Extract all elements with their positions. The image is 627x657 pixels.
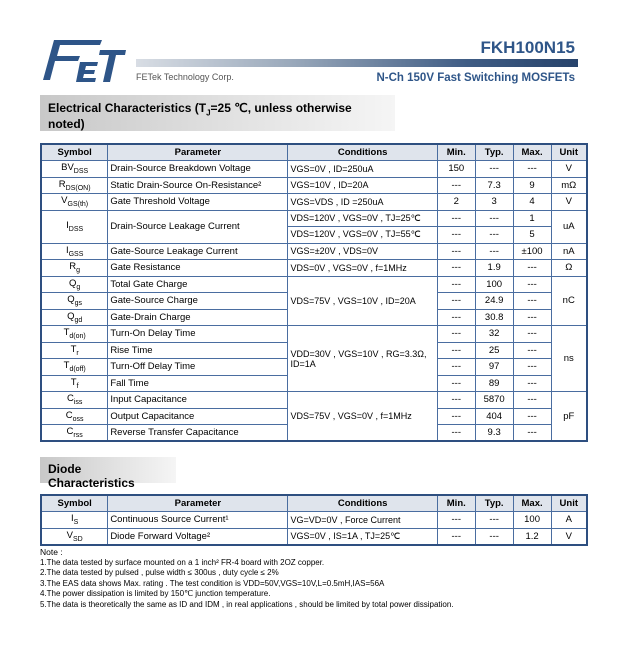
part-number: FKH100N15 <box>480 38 575 57</box>
max-cell: 1.2 <box>513 528 551 545</box>
min-cell: --- <box>437 392 475 409</box>
parameter-cell: Diode Forward Voltage² <box>108 528 288 545</box>
parameter-cell: Continuous Source Current¹ <box>108 512 288 529</box>
symbol-cell: $Q_{gs}$ <box>41 293 108 310</box>
min-cell: --- <box>437 276 475 293</box>
table-header-row <box>41 144 587 161</box>
unit-cell: nA <box>551 243 587 260</box>
min-cell: --- <box>437 528 475 545</box>
symbol-cell: $I_S$ <box>41 512 108 529</box>
unit-cell: V <box>551 194 587 211</box>
conditions-cell: VGS=±20V , VDS=0V <box>288 243 437 260</box>
unit-cell: mΩ <box>551 177 587 194</box>
diode-section-title: Diode Characteristics <box>40 457 176 483</box>
typ-cell: 32 <box>475 326 513 343</box>
typ-cell: --- <box>475 512 513 529</box>
electrical-section-title: Electrical Characteristics ($T_J=25$ ℃, unless otherwise noted) <box>40 95 395 131</box>
note-item: 1.The data tested by surface mounted on a 1 inch² FR-4 board with 2OZ copper. <box>40 557 325 567</box>
table-row <box>41 260 587 277</box>
min-cell: --- <box>437 512 475 529</box>
min-cell: --- <box>437 177 475 194</box>
typ-cell: --- <box>475 210 513 227</box>
conditions-cell: VDS=120V , VGS=0V , TJ=55℃ <box>288 227 437 244</box>
table-row <box>41 276 587 293</box>
min-cell: --- <box>437 210 475 227</box>
typ-cell: 30.8 <box>475 309 513 326</box>
fetek-logo <box>40 36 130 88</box>
max-cell: 5 <box>513 227 551 244</box>
max-cell: --- <box>513 342 551 359</box>
col-max: Max. <box>513 144 551 161</box>
symbol-cell: $Q_g$ <box>41 276 108 293</box>
min-cell: 150 <box>437 161 475 178</box>
typ-cell: 89 <box>475 375 513 392</box>
max-cell: --- <box>513 326 551 343</box>
max-cell: 4 <box>513 194 551 211</box>
product-subtitle: N-Ch 150V Fast Switching MOSFETs <box>376 72 575 84</box>
typ-cell: --- <box>475 161 513 178</box>
conditions-cell: VGS=VDS , ID =250uA <box>288 194 437 211</box>
unit-cell: ns <box>551 326 587 392</box>
unit-cell: V <box>551 528 587 545</box>
conditions-cell: VDS=0V , VGS=0V , f=1MHz <box>288 260 437 277</box>
parameter-cell: Drain-Source Leakage Current <box>108 210 288 243</box>
max-cell: 100 <box>513 512 551 529</box>
table-row <box>41 194 587 211</box>
col-parameter: Parameter <box>108 495 288 512</box>
min-cell: --- <box>437 260 475 277</box>
col-min: Min. <box>437 495 475 512</box>
symbol-cell: $T_r$ <box>41 342 108 359</box>
conditions-cell: VDS=75V , VGS=10V , ID=20A <box>288 276 437 326</box>
symbol-cell: $V_{GS(th)}$ <box>41 194 108 211</box>
typ-cell: 404 <box>475 408 513 425</box>
symbol-cell: $BV_{DSS}$ <box>41 161 108 178</box>
parameter-cell: Gate Resistance <box>108 260 288 277</box>
col-typ: Typ. <box>475 144 513 161</box>
company-name: FETek Technology Corp. <box>136 72 234 82</box>
min-cell: --- <box>437 359 475 376</box>
parameter-cell: Drain-Source Breakdown Voltage <box>108 161 288 178</box>
parameter-cell: Gate-Drain Charge <box>108 309 288 326</box>
min-cell: 2 <box>437 194 475 211</box>
parameter-cell: Gate-Source Leakage Current <box>108 243 288 260</box>
col-unit: Unit <box>551 144 587 161</box>
col-symbol: Symbol <box>41 495 108 512</box>
symbol-cell: $Q_{gd}$ <box>41 309 108 326</box>
typ-cell: 3 <box>475 194 513 211</box>
typ-cell: --- <box>475 227 513 244</box>
table-row <box>41 210 587 227</box>
table-row <box>41 326 587 343</box>
max-cell: --- <box>513 276 551 293</box>
min-cell: --- <box>437 309 475 326</box>
min-cell: --- <box>437 408 475 425</box>
unit-cell: uA <box>551 210 587 243</box>
symbol-cell: $V_{SD}$ <box>41 528 108 545</box>
symbol-cell: $T_{d(off)}$ <box>41 359 108 376</box>
table-row <box>41 243 587 260</box>
typ-cell: --- <box>475 528 513 545</box>
parameter-cell: Output Capacitance <box>108 408 288 425</box>
notes-title: Note : <box>40 547 63 557</box>
max-cell: ±100 <box>513 243 551 260</box>
notes-block <box>40 547 600 610</box>
col-max: Max. <box>513 495 551 512</box>
parameter-cell: Reverse Transfer Capacitance <box>108 425 288 442</box>
typ-cell: 97 <box>475 359 513 376</box>
max-cell: 1 <box>513 210 551 227</box>
parameter-cell: Static Drain-Source On-Resistance² <box>108 177 288 194</box>
min-cell: --- <box>437 227 475 244</box>
col-min: Min. <box>437 144 475 161</box>
table-row <box>41 528 587 545</box>
typ-cell: 100 <box>475 276 513 293</box>
table-row <box>41 161 587 178</box>
unit-cell: nC <box>551 276 587 326</box>
table-row <box>41 392 587 409</box>
parameter-cell: Turn-On Delay Time <box>108 326 288 343</box>
symbol-cell: $C_{iss}$ <box>41 392 108 409</box>
note-item: 3.The EAS data shows Max. rating . The test condition is VDD=50V,VGS=10V,L=0.5mH,IAS=56A <box>40 578 385 588</box>
header-gradient-band <box>136 59 578 67</box>
typ-cell: 1.9 <box>475 260 513 277</box>
typ-cell: 9.3 <box>475 425 513 442</box>
parameter-cell: Total Gate Charge <box>108 276 288 293</box>
col-conditions: Conditions <box>288 495 437 512</box>
min-cell: --- <box>437 375 475 392</box>
min-cell: --- <box>437 342 475 359</box>
table-header-row <box>41 495 587 512</box>
typ-cell: 7.3 <box>475 177 513 194</box>
conditions-cell: VGS=0V , ID=250uA <box>288 161 437 178</box>
conditions-cell: VGS=0V , IS=1A , TJ=25℃ <box>288 528 437 545</box>
note-item: 2.The data tested by pulsed , pulse width ≤ 300us , duty cycle ≤ 2% <box>40 568 279 577</box>
col-symbol: Symbol <box>41 144 108 161</box>
symbol-cell: $C_{rss}$ <box>41 425 108 442</box>
table-row <box>41 512 587 529</box>
min-cell: --- <box>437 326 475 343</box>
typ-cell: 24.9 <box>475 293 513 310</box>
note-item: 4.The power dissipation is limited by 150℃ junction temperature. <box>40 589 271 598</box>
parameter-cell: Fall Time <box>108 375 288 392</box>
max-cell: 9 <box>513 177 551 194</box>
max-cell: --- <box>513 392 551 409</box>
symbol-cell: $T_{d(on)}$ <box>41 326 108 343</box>
symbol-cell: $I_{GSS}$ <box>41 243 108 260</box>
col-parameter: Parameter <box>108 144 288 161</box>
symbol-cell: $T_f$ <box>41 375 108 392</box>
typ-cell: --- <box>475 243 513 260</box>
typ-cell: 5870 <box>475 392 513 409</box>
max-cell: --- <box>513 408 551 425</box>
max-cell: --- <box>513 260 551 277</box>
symbol-cell: $R_g$ <box>41 260 108 277</box>
diode-table <box>40 494 588 546</box>
max-cell: --- <box>513 375 551 392</box>
unit-cell: V <box>551 161 587 178</box>
max-cell: --- <box>513 359 551 376</box>
conditions-cell: VDS=75V , VGS=0V , f=1MHz <box>288 392 437 442</box>
unit-cell: Ω <box>551 260 587 277</box>
parameter-cell: Gate Threshold Voltage <box>108 194 288 211</box>
table-row <box>41 177 587 194</box>
symbol-cell: $I_{DSS}$ <box>41 210 108 243</box>
symbol-cell: $C_{oss}$ <box>41 408 108 425</box>
max-cell: --- <box>513 309 551 326</box>
parameter-cell: Rise Time <box>108 342 288 359</box>
max-cell: --- <box>513 425 551 442</box>
min-cell: --- <box>437 293 475 310</box>
conditions-cell: VDD=30V , VGS=10V , RG=3.3Ω, ID=1A <box>288 326 437 392</box>
col-unit: Unit <box>551 495 587 512</box>
conditions-cell: VG=VD=0V , Force Current <box>288 512 437 529</box>
max-cell: --- <box>513 293 551 310</box>
min-cell: --- <box>437 243 475 260</box>
conditions-cell: VDS=120V , VGS=0V , TJ=25℃ <box>288 210 437 227</box>
conditions-cell: VGS=10V , ID=20A <box>288 177 437 194</box>
min-cell: --- <box>437 425 475 442</box>
parameter-cell: Turn-Off Delay Time <box>108 359 288 376</box>
max-cell: --- <box>513 161 551 178</box>
col-typ: Typ. <box>475 495 513 512</box>
symbol-cell: $R_{DS(ON)}$ <box>41 177 108 194</box>
typ-cell: 25 <box>475 342 513 359</box>
unit-cell: A <box>551 512 587 529</box>
electrical-table <box>40 143 588 442</box>
parameter-cell: Input Capacitance <box>108 392 288 409</box>
col-conditions: Conditions <box>288 144 437 161</box>
parameter-cell: Gate-Source Charge <box>108 293 288 310</box>
note-item: 5.The data is theoretically the same as ID and IDM , in real applications , should be limited by total power dissipation. <box>40 599 454 609</box>
unit-cell: pF <box>551 392 587 442</box>
